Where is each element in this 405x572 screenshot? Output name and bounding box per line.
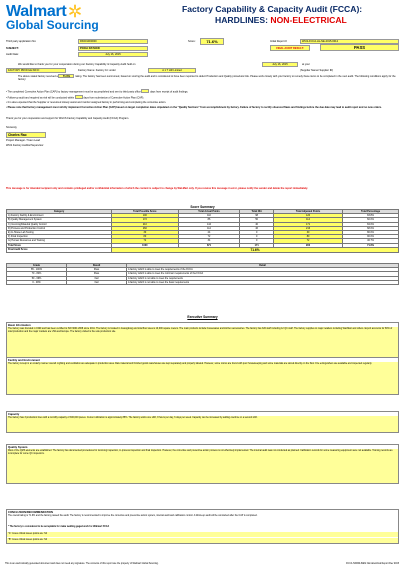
score-cell: 30 <box>274 230 343 234</box>
section-title: Facility and Environment <box>8 358 40 362</box>
grade-range-cell: 70 - 84% <box>7 272 67 276</box>
score-cell: 114 <box>178 226 240 230</box>
executive-summary-title: Executive Summary <box>187 315 218 319</box>
score-cell: 172 <box>112 218 179 222</box>
subtitle-category: HARDLINES: <box>215 15 268 25</box>
category-cell: B) Quality Management System <box>7 218 112 222</box>
cap-condition-1: • The completed Corrective Action Plan (CAP) by factory management must be accomplished and sent to third party office days from receipt of audit findings. <box>6 90 189 94</box>
party-value: RK001000000 <box>78 39 148 44</box>
final-result-value: PASS <box>320 44 399 51</box>
score-cell: 210 <box>112 222 179 226</box>
score-summary-title: Score Summary <box>190 205 215 209</box>
total-cell: 71.6% <box>343 243 399 247</box>
score-cell: 46 <box>240 226 274 230</box>
final-score-value: 71.6% <box>112 247 399 252</box>
grade-detail-cell: A factory which is able to meet the minimum requirements of the FCCA <box>127 272 399 276</box>
final-score-label: Final Audit Score <box>7 247 112 252</box>
spark-icon <box>68 4 82 18</box>
header-result: Result <box>67 264 127 268</box>
section-capacity <box>6 411 399 433</box>
score-value: 71.6% <box>200 38 224 45</box>
score-cell: 0 <box>240 239 274 243</box>
total-cell: 671 <box>178 243 240 247</box>
score-cell: 50 <box>240 218 274 222</box>
score-cell: 72 <box>178 235 240 239</box>
score-summary-table <box>6 209 399 253</box>
section-body: The factory was founded in 1990 and has been certified to ISO 9001:2008 since 2011. The factory is located in Guangdong and total floor area is 10,000 square meters. The main products include housewares and kitchen accessories. The factory has 320 staff including 12 QC staff. The factory supplies to major retailers including Wal-Mart and others. Export accounts for 80% of total production and the major markets are USA and Europe. The factory visited is the sole production site. <box>7 327 398 357</box>
score-cell: 114 <box>274 218 343 222</box>
section-title: Quality System <box>8 445 28 449</box>
report-title: Factory Capability & Capacity Audit (FCCA): <box>182 4 363 14</box>
grade-result-cell: Pass <box>67 272 127 276</box>
thanks-text: We would like to thank you for your cooperation during our Factory Capability & Capacity Audit held on <box>18 63 136 66</box>
audit-date-value: July 16, 2015 <box>78 52 148 57</box>
logo-wordmark: Walmart <box>6 3 67 20</box>
signer-name: Charles Rao <box>6 132 46 138</box>
walmart-logo <box>6 3 146 33</box>
grade-range-cell: 50 - 69% <box>7 276 67 280</box>
subtitle-type: NON-ELECTRICAL <box>270 15 347 25</box>
footer-note: This is an electronically generated document and does not need any signature. The contents of this report are the property of Walmart Global Sourcing. <box>5 563 159 565</box>
score-cell: 144 <box>178 222 240 226</box>
header-percentage: Total Percentage <box>343 210 399 214</box>
score-cell: 30 <box>112 230 179 234</box>
section-conclusion <box>6 509 399 544</box>
section-title: CONCLUSION/RECOMMENDATION <box>8 510 53 514</box>
header-actual: Total Actual Points <box>178 210 240 214</box>
cap-condition-4: • Please note that factory management must strictly implement Corrective Action Plan (CAP) based on target completion dates stipulated on the "Quality Sections" from accomplishment by factory. Failure of factory to rectify observed flaws and findings before the due date may lead to audit reject and no new orders. <box>6 106 382 109</box>
conclusion-item: * The factory is considered to be acceptable for make welding gaged work for Walmart FCCA <box>7 526 398 530</box>
header-category: Category <box>7 210 112 214</box>
total-cell: 900 <box>274 243 343 247</box>
report-number-label: Initial Report # <box>270 40 287 43</box>
thanks-date: July 16, 2015 <box>262 62 298 67</box>
final-score-row <box>7 247 399 252</box>
total-cell: 171 <box>240 243 274 247</box>
score-cell: 0 <box>240 235 274 239</box>
report-number-value: WGS-FCCA-HL-NE-2015-0012 <box>300 39 399 44</box>
score-cell: 46.7% <box>343 239 399 243</box>
section-quality-system <box>6 444 399 484</box>
subject-value: POOLI RATHOD <box>78 46 148 51</box>
category-cell: G) Human Resources and Training <box>7 239 112 243</box>
grade-result-cell: Fail <box>67 280 127 284</box>
score-cell: 72 <box>112 239 179 243</box>
grading-table <box>6 263 399 285</box>
section-body: Most of the QMS elements are established. The factory has documented procedures for incoming inspection, in-process inspection and final inspection. However, the corrective and preventive action process is not effectively implemented. The internal audit was not conducted as planned. Calibration records for some measuring equipment were not available. Training records are incomplete for some QC inspectors. <box>7 449 398 483</box>
header-detail: Detail <box>127 264 399 268</box>
conclusion-item: "B" zones critical issues points are: Nil <box>7 538 398 543</box>
score-cell: 90.0% <box>343 235 399 239</box>
score-cell: 120 <box>274 214 343 218</box>
intro-block <box>18 74 398 81</box>
conclusion-item: "A" zones critical issues points are: Nil <box>7 532 398 537</box>
score-cell: 0 <box>240 230 274 234</box>
score-cell: 86 <box>178 218 240 222</box>
header-na: Total N/A <box>240 210 274 214</box>
audit-date-label: Audit Date: <box>6 53 19 56</box>
signer-company: WGS Factory Auditor/Supervisor <box>6 144 44 147</box>
total-cell: Total Score <box>7 243 112 247</box>
grade-detail-cell: A factory which is able to meet the requirements of the FCCA <box>127 268 399 272</box>
section-facility-environment <box>6 357 399 395</box>
factory-profile-label: FACTORY PROFILE INFO: <box>6 68 66 73</box>
section-title: Capacity <box>8 412 20 416</box>
score-cell: 98 <box>240 214 274 218</box>
category-cell: A) Factory Facility & Environment <box>7 214 112 218</box>
header-grade: Grade <box>7 264 67 268</box>
header-adjusted: Total Adjusted Points <box>274 210 343 214</box>
grade-result-cell: Pass <box>67 268 127 272</box>
report-subtitle <box>215 15 347 25</box>
subject-label: SUBJECT: <box>6 47 19 50</box>
category-cell: D) Process and Production Control <box>7 226 112 230</box>
score-cell: 40 <box>240 222 274 226</box>
supplier-label: (Supplier Name/ Supplier ID) <box>300 69 334 72</box>
score-cell: 34 <box>178 239 240 243</box>
footer-form-id: FCCA HARDLINES Non-Electrical Report Rev 2015 <box>346 563 399 565</box>
party-label: Third party application No: <box>6 40 37 43</box>
score-cell: 110 <box>178 214 240 218</box>
cap-condition-2: • Follow-up audit and required as risk will be conducted within days from submission of Corrective Action Plan (CAP). <box>6 96 144 100</box>
section-title: Basic Information <box>8 323 31 327</box>
score-cell: 80 <box>274 235 343 239</box>
category-cell: F) Final Inspection <box>7 235 112 239</box>
score-cell: 83.8% <box>343 214 399 218</box>
logo-subtitle: Global Sourcing <box>6 18 99 32</box>
grade-range-cell: 0 - 49% <box>7 280 67 284</box>
section-body: The overall rating is 71.6% and the factory passed the audit. The factory is recommended to improve the corrective and preventive action system, internal audit and calibration control. A follow-up audit will be conducted after the CAP is completed. <box>7 514 398 526</box>
grade-detail-cell: A factory which is not able to meet the requirements <box>127 276 399 280</box>
grade-result-cell: Fail <box>67 276 127 280</box>
final-result-label: FINAL AUDIT RESULT: <box>270 45 310 51</box>
score-cell: 72 <box>274 239 343 243</box>
score-cell: 80.0% <box>343 230 399 234</box>
score-cell: 60.0% <box>343 218 399 222</box>
confidentiality-disclaimer: This message is for intended recipient only and contains privileged and/or confidential information of which the content is subject to change by Wal-Mart only. If you receive this message in error, please notify the sender and delete the report immediately. <box>6 187 308 190</box>
score-cell: 260 <box>112 226 179 230</box>
section-body: The factory has 3 production lines with a monthly capacity of 300,000 pieces. Current utilization is approximately 85%. The factory works one shift, 8 hours per day, 6 days per week. Capacity can be increased by adding overtime or a second shift. <box>7 416 398 432</box>
score-cell: 80 <box>112 235 179 239</box>
thank-you-line: Thank you for your cooperation and support for WGCS Factory Capability and Capacity Audit (FCCA) Program. <box>6 117 129 120</box>
total-cell: 1000 <box>112 243 179 247</box>
section-body: The factory is kept in an orderly manner overall. Lighting and ventilation are adequate in production area. Raw material and finished goods warehouses are kept separately and properly labeled. However, some rooms are found with poor housekeeping and some materials are stored directly on the floor. Fire extinguishers are available and inspected regularly. <box>7 362 398 394</box>
score-cell: 84.0% <box>343 222 399 226</box>
grade-detail-cell: A factory which is not able to meet the basic requirements <box>127 280 399 284</box>
signer-title: Project Manager / Team Lead <box>6 139 40 142</box>
factory-name: Factory Name: Factory 1C under <box>78 69 116 72</box>
category-cell: C) Incoming/Material Quality Control <box>7 222 112 226</box>
grade-range-cell: 85 - 100% <box>7 268 67 272</box>
score-cell: 100 <box>112 214 179 218</box>
grade-row <box>7 280 399 284</box>
header-possible: Total Possible Score <box>112 210 179 214</box>
score-label: Score: <box>188 40 196 43</box>
sincerely-label: Sincerely, <box>6 126 18 129</box>
section-basic-information <box>6 322 399 358</box>
score-cell: 68.0% <box>343 226 399 230</box>
intro-rating-line: The above stated factory received a 71.6% rating. The factory has been summoned, based on scoring the audit and is considered to have been reported to defect Production and Quality procedural risk. Please work closely with your factory to remedy these items to be completed in the next audit. The following conditions apply for the factory: <box>18 75 396 82</box>
score-cell: 171 <box>274 222 343 226</box>
thanks-end: at your <box>302 63 310 66</box>
category-cell: E) In-House Lab Testing <box>7 230 112 234</box>
factory-code: A 1 T HR Limited <box>148 68 196 73</box>
score-cell: 24 <box>178 230 240 234</box>
score-cell: 216 <box>274 226 343 230</box>
cap-condition-3: • It is also expected that the Supplier or resourced closely assist and monitor assigned factory in performing and completing the corrective action. <box>6 101 167 104</box>
